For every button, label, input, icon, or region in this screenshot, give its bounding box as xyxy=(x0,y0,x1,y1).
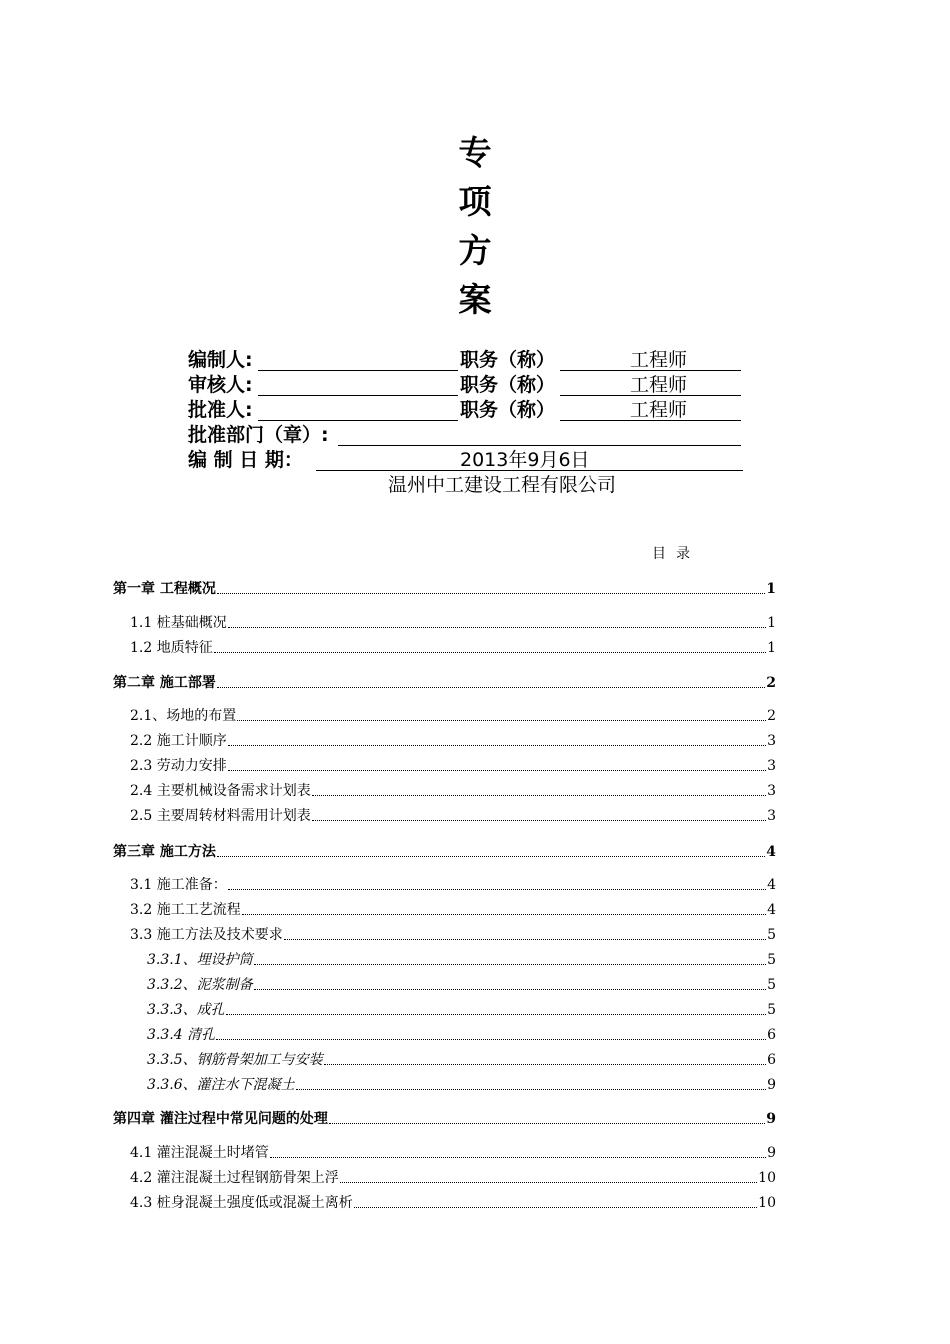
toc-subsection[interactable] xyxy=(147,1076,776,1094)
toc-leader xyxy=(340,1170,757,1183)
toc-entry-text: 4.2 灌注混凝土过程钢筋骨架上浮 xyxy=(130,1170,339,1186)
toc-leader xyxy=(217,844,765,857)
position-label: 职务（称） xyxy=(460,399,556,421)
dept-blank-line xyxy=(338,423,741,446)
toc-entry-text: 2.2 施工计顺序 xyxy=(130,733,227,749)
toc-section[interactable] xyxy=(130,807,776,825)
toc-page-number: 1 xyxy=(767,615,776,631)
toc-entry-text: 3.2 施工工艺流程 xyxy=(130,902,241,918)
toc-leader xyxy=(228,877,766,890)
toc-chapter[interactable] xyxy=(113,674,776,692)
toc-entry-text: 2.5 主要周转材料需用计划表 xyxy=(130,808,311,824)
company-name: 温州中工建设工程有限公司 xyxy=(387,474,616,496)
toc-page-number: 3 xyxy=(767,733,776,749)
toc-page-number: 4 xyxy=(767,902,776,918)
toc-entry-text: 1.1 桩基础概况 xyxy=(130,615,227,631)
toc-page-number: 5 xyxy=(767,977,776,993)
toc-heading: 目录 xyxy=(652,546,700,562)
toc-page-number: 5 xyxy=(767,1002,776,1018)
reviewer-label: 审核人: xyxy=(188,374,253,396)
toc-entry-text: 3.3.5、钢筋骨架加工与安装 xyxy=(147,1052,323,1068)
toc-entry-text: 2.3 劳动力安排 xyxy=(130,758,227,774)
toc-page-number: 1 xyxy=(767,640,776,656)
toc-entry-text: 4.3 桩身混凝土强度低或混凝土离析 xyxy=(130,1195,353,1211)
toc-leader xyxy=(296,1077,766,1090)
toc-page-number: 1 xyxy=(766,581,776,597)
approver-blank-line xyxy=(258,398,458,421)
title-char: 专 xyxy=(458,133,492,172)
toc-section[interactable] xyxy=(130,901,776,919)
toc-page-number: 10 xyxy=(758,1170,776,1186)
position-value: 工程师 xyxy=(630,349,688,371)
toc-page-number: 9 xyxy=(767,1145,776,1161)
approver-label: 批准人: xyxy=(188,399,253,421)
toc-section[interactable] xyxy=(130,1194,776,1212)
toc-page-number: 5 xyxy=(767,927,776,943)
toc-leader xyxy=(228,615,766,628)
toc-leader xyxy=(312,783,766,796)
toc-subsection[interactable] xyxy=(147,1026,776,1044)
toc-entry-text: 2.1、场地的布置 xyxy=(130,708,237,724)
toc-page-number: 10 xyxy=(758,1195,776,1211)
toc-entry-text: 第一章 工程概况 xyxy=(113,581,216,597)
document-title xyxy=(0,128,950,324)
toc-page-number: 3 xyxy=(767,808,776,824)
toc-section[interactable] xyxy=(130,1169,776,1187)
toc-section[interactable] xyxy=(130,732,776,750)
toc-section[interactable] xyxy=(130,926,776,944)
position-value: 工程师 xyxy=(630,374,688,396)
toc-leader xyxy=(242,902,766,915)
signature-row-approver xyxy=(188,398,743,423)
signature-row-department xyxy=(188,423,743,448)
toc-leader xyxy=(270,1145,766,1158)
toc-entry-text: 2.4 主要机械设备需求计划表 xyxy=(130,783,311,799)
toc-leader xyxy=(312,808,766,821)
toc-chapter[interactable] xyxy=(113,580,776,598)
toc-page-number: 3 xyxy=(767,783,776,799)
toc-leader xyxy=(324,1052,766,1065)
toc-entry-text: 3.3.2、泥浆制备 xyxy=(147,977,253,993)
toc-leader xyxy=(228,758,766,771)
toc-page-number: 5 xyxy=(767,952,776,968)
date-label: 编 制 日 期： xyxy=(188,449,303,471)
toc-entry-text: 第四章 灌注过程中常见问题的处理 xyxy=(113,1111,328,1127)
toc-leader xyxy=(216,1027,766,1040)
date-value: 2013年9月6日 xyxy=(460,449,590,471)
toc-page-number: 6 xyxy=(767,1052,776,1068)
title-char: 案 xyxy=(458,280,492,319)
toc-entry-text: 3.3.1、埋设护筒 xyxy=(147,952,253,968)
toc-entry-text: 4.1 灌注混凝土时堵管 xyxy=(130,1145,269,1161)
toc-leader xyxy=(214,640,766,653)
title-char: 方 xyxy=(458,231,492,270)
toc-chapter[interactable] xyxy=(113,843,776,861)
toc-entry-text: 3.3.3、成孔 xyxy=(147,1002,225,1018)
toc-entry-text: 3.3.4 清孔 xyxy=(147,1027,216,1043)
signature-row-reviewer xyxy=(188,373,743,398)
toc-leader xyxy=(284,927,766,940)
toc-page-number: 4 xyxy=(766,844,776,860)
signature-row-date xyxy=(188,448,743,473)
position-label: 职务（称） xyxy=(460,349,556,371)
toc-section[interactable] xyxy=(130,757,776,775)
toc-section[interactable] xyxy=(130,1144,776,1162)
toc-leader xyxy=(226,1002,766,1015)
toc-leader xyxy=(329,1111,765,1124)
toc-entry-text: 3.1 施工准备： xyxy=(130,877,227,893)
toc-section[interactable] xyxy=(130,782,776,800)
toc-subsection[interactable] xyxy=(147,951,776,969)
toc-page-number: 2 xyxy=(767,708,776,724)
reviewer-blank-line xyxy=(258,373,458,396)
compiler-label: 编制人: xyxy=(188,349,253,371)
position-label: 职务（称） xyxy=(460,374,556,396)
toc-subsection[interactable] xyxy=(147,976,776,994)
toc-leader xyxy=(254,952,766,965)
toc-page-number: 9 xyxy=(767,1077,776,1093)
toc-entry-text: 3.3 施工方法及技术要求 xyxy=(130,927,283,943)
position-value: 工程师 xyxy=(630,399,688,421)
toc-leader xyxy=(217,675,765,688)
dept-label: 批准部门（章）: xyxy=(188,424,329,446)
toc-leader xyxy=(254,977,766,990)
toc-subsection[interactable] xyxy=(147,1051,776,1069)
toc-entry-text: 第二章 施工部署 xyxy=(113,675,216,691)
toc-section[interactable] xyxy=(130,614,776,632)
toc-page-number: 2 xyxy=(766,675,776,691)
toc-subsection[interactable] xyxy=(147,1001,776,1019)
toc-page-number: 4 xyxy=(767,877,776,893)
toc-page-number: 3 xyxy=(767,758,776,774)
toc-section[interactable] xyxy=(130,639,776,657)
toc-section[interactable] xyxy=(130,876,776,894)
toc-entry-text: 第三章 施工方法 xyxy=(113,844,216,860)
toc-entry-text: 3.3.6、灌注水下混凝土 xyxy=(147,1077,295,1093)
toc-page-number: 6 xyxy=(767,1027,776,1043)
signature-row-compiler xyxy=(188,348,743,373)
toc-leader xyxy=(217,581,765,594)
toc-leader xyxy=(354,1195,757,1208)
toc-leader xyxy=(228,733,766,746)
title-char: 项 xyxy=(458,182,492,221)
toc-chapter[interactable] xyxy=(113,1110,776,1128)
toc-section[interactable] xyxy=(130,707,776,725)
toc-entry-text: 1.2 地质特征 xyxy=(130,640,213,656)
compiler-blank-line xyxy=(258,348,458,371)
toc-page-number: 9 xyxy=(766,1111,776,1127)
toc-leader xyxy=(237,708,766,721)
